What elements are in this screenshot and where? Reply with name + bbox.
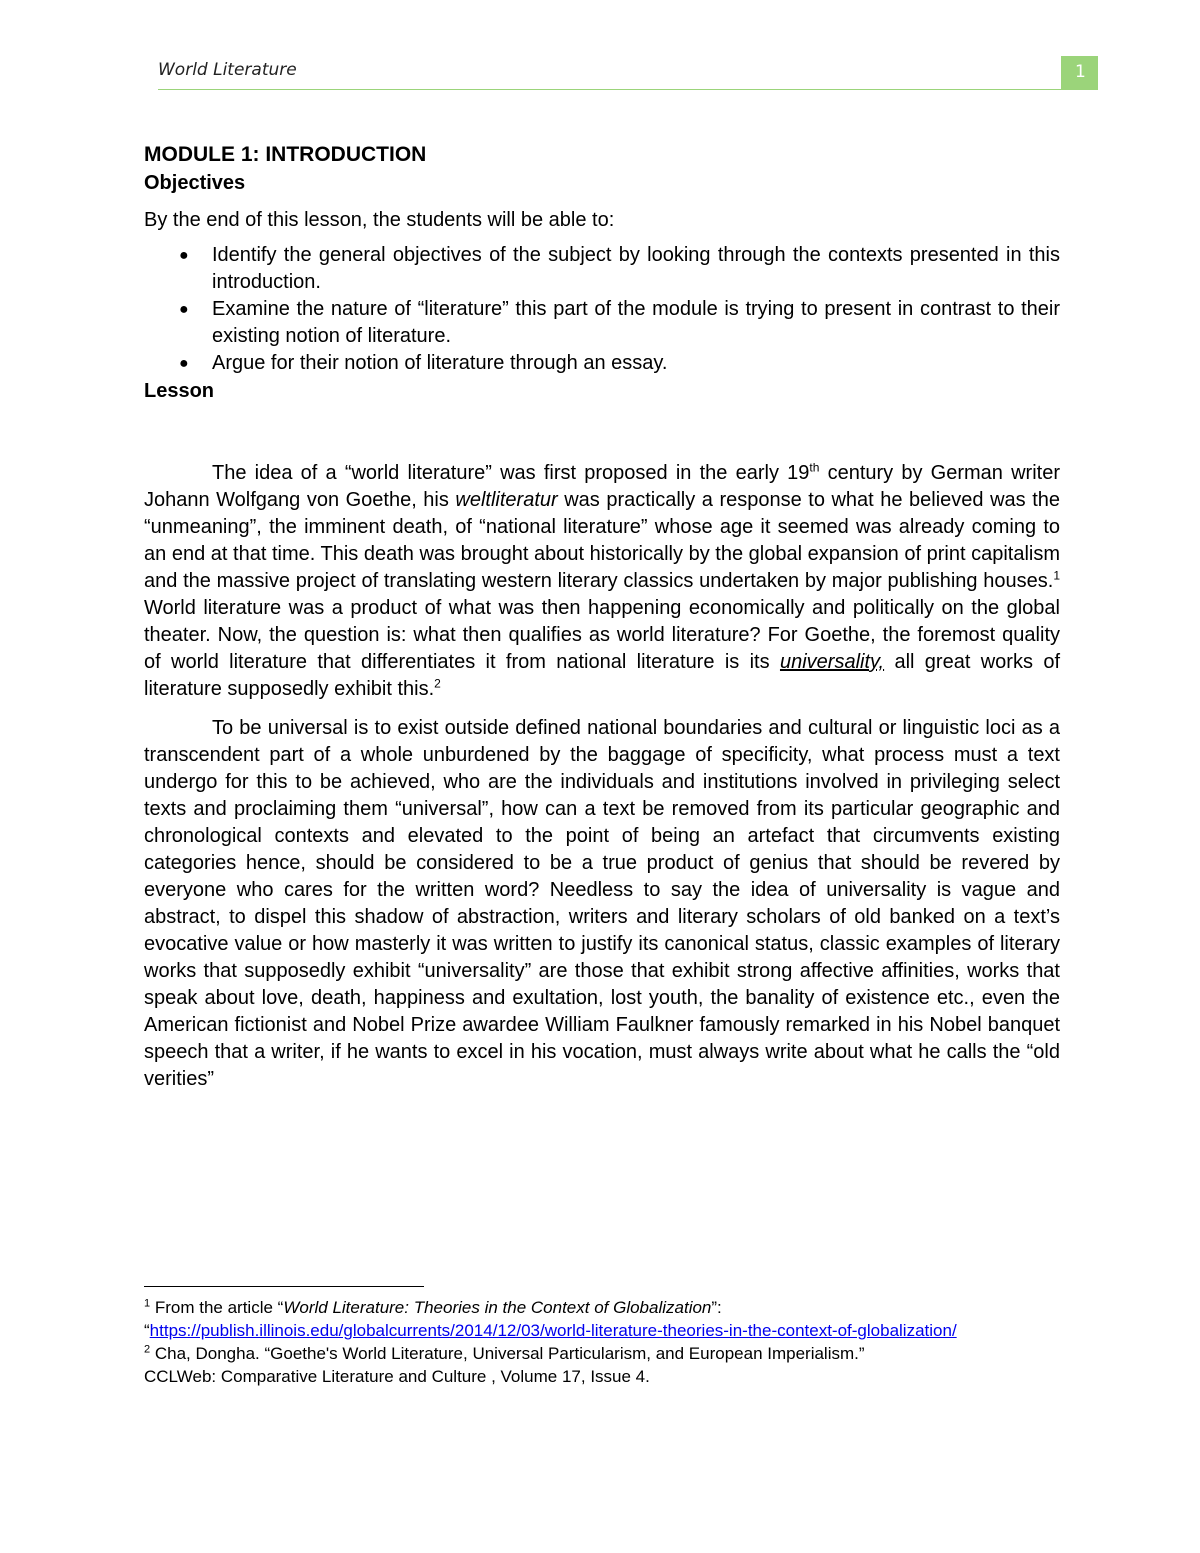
lesson-paragraph-2: To be universal is to exist outside defined national boundaries and cultural or linguistic loci as a transcendent part of a whole unburdened by the baggage of specificity, what process must a text undergo for this to be achieved, who are the individuals and institutions involved in privileging select texts and proclaiming them “universal”, how can a text be removed from its particular geographic and chronological contexts and elevated to the point of being an artefact that circumvents existing categories hence, should be considered to be a true product of genius that should be revered by everyone who cares for the written word? Needless to say the idea of universality is vague and abstract, to dispel this shadow of abstraction, writers and literary scholars of old banked on a text’s evocative value or how masterly it was written to justify its canonical status, classic examples of literary works that supposedly exhibit “universality” are those that exhibit strong affective affinities, works that speak about love, death, happiness and exultation, lost youth, the banality of existence etc., even the American fictionist and Nobel Prize awardee William Faulkner famously remarked in his Nobel banquet speech that a writer, if he wants to excel in his vocation, must always write about what he calls the “old verities” [144, 717, 1060, 1090]
text-run: World literature was a product of what was then happening economically and politically on the global theater. Now, the question is: what then qualifies as world literature? For Goethe, the foremost quality of world literature that differentiates it from national literature is its [144, 597, 1060, 673]
footnote-number: 1 [144, 1297, 151, 1310]
universality-term: universality, [779, 651, 885, 673]
header-rule [158, 89, 1061, 90]
objective-item [179, 242, 1060, 296]
text-run: Cha, Dongha. “Goethe's World Literature, Universal Particularism, and European Imperialism.” [150, 1344, 865, 1363]
document-body [144, 141, 1060, 1093]
article-title: World Literature: Theories in the Context of Globalization [283, 1298, 712, 1317]
footnote-number: 2 [144, 1343, 151, 1356]
footnote-1 [144, 1296, 1024, 1319]
footnote-separator [144, 1286, 424, 1287]
footnote-ref-2[interactable]: 2 [434, 676, 441, 691]
text-run: ”: [711, 1298, 722, 1317]
objective-item [179, 350, 1060, 377]
objectives-heading: Objectives [144, 172, 246, 194]
objectives-list [144, 242, 1060, 377]
text-run: century by German writer Johann Wolfgang von Goethe, his [144, 462, 1060, 511]
objectives-intro: By the end of this lesson, the students will be able to: [144, 209, 615, 231]
ordinal-suffix: th [809, 460, 820, 475]
footnote-1-link-line [144, 1319, 1024, 1342]
objective-item [179, 296, 1060, 350]
header-title: World Literature [158, 60, 297, 80]
lesson-heading: Lesson [144, 380, 215, 402]
text-run: was practically a response to what he believed was the “unmeaning”, the imminent death, of “national literature” whose age it seemed was already coming to an end at that time. This death was brought about historically by the global expansion of print capitalism and the massive project of translating western literary classics undertaken by major publishing houses. [144, 489, 1060, 592]
bullet-icon: ● [179, 301, 189, 318]
italic-term: weltliteratur [455, 489, 558, 511]
text-run: all great works of literature supposedly exhibit this. [144, 651, 1060, 700]
lesson-paragraph-1 [144, 460, 1060, 703]
objective-text: Identify the general objectives of the subject by looking through the contexts presented in this introduction. [212, 244, 1060, 293]
text-run: “ [144, 1321, 150, 1340]
page-number: 1 [1075, 62, 1086, 82]
page-number-box [1061, 56, 1098, 90]
footnote-link[interactable]: https://publish.illinois.edu/globalcurrents/2014/12/03/world-literature-theories-in-the-context-of-globalization/ [149, 1321, 957, 1340]
bullet-icon: ● [179, 247, 189, 264]
objective-text: Examine the nature of “literature” this part of the module is trying to present in contrast to their existing notion of literature. [212, 298, 1060, 347]
footnotes [144, 1296, 1024, 1388]
text-run: From the article “ [150, 1298, 284, 1317]
footnote-2 [144, 1342, 1024, 1365]
module-title: MODULE 1: INTRODUCTION [144, 143, 427, 166]
objective-text: Argue for their notion of literature through an essay. [212, 352, 668, 374]
footnote-ref-1[interactable]: 1 [1053, 568, 1060, 583]
text-run: The idea of a “world literature” was first proposed in the early 19 [212, 462, 810, 484]
bullet-icon: ● [179, 355, 189, 372]
footnote-2-cont: CCLWeb: Comparative Literature and Culture , Volume 17, Issue 4. [144, 1367, 650, 1386]
